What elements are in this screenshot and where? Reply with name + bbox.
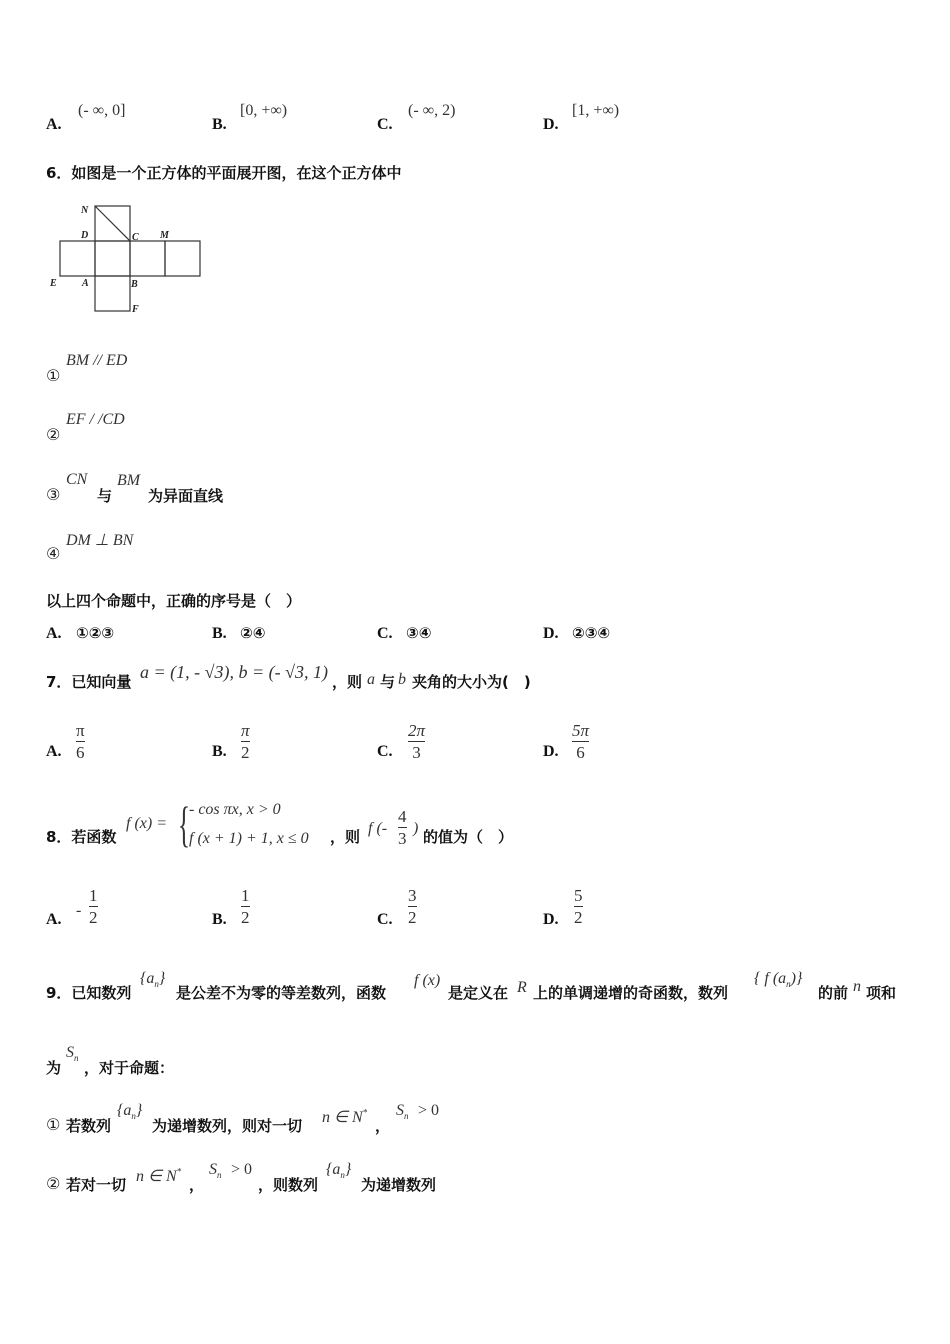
q9-statement-1-comma: ， bbox=[375, 1117, 391, 1135]
q6-statement-2-num: ② bbox=[46, 425, 61, 444]
q9-statement-1-Sn: $S_n$ bbox=[396, 1102, 409, 1122]
q8-option-c-fraction: 3 2 bbox=[408, 886, 417, 927]
q9-statement-2-f: ，则数列 bbox=[258, 1176, 319, 1194]
label-d: D bbox=[81, 230, 89, 241]
q7-option-c-label: C. bbox=[377, 743, 393, 760]
label-b: B bbox=[131, 279, 138, 290]
label-e: E bbox=[50, 278, 57, 289]
q9-statement-2-Sn: $S_n$ bbox=[209, 1161, 222, 1181]
q6-statement-3-tail: 为异面直线 bbox=[148, 487, 224, 505]
q6-option-b-value: ②④ bbox=[240, 624, 266, 642]
q9-text-6: 项和 bbox=[866, 984, 897, 1002]
label-n: N bbox=[81, 205, 89, 216]
q6-option-c-value: ③④ bbox=[406, 624, 432, 642]
q9-fan: { f $(a_n)$} bbox=[754, 970, 803, 990]
q8-case-1: - cos πx, x > 0 bbox=[189, 801, 281, 818]
q7-suffix: 夹角的大小为( ) bbox=[412, 673, 531, 691]
q6-option-d-value: ②③④ bbox=[572, 624, 611, 642]
q9-text-5: 的前 bbox=[818, 984, 849, 1002]
q9-statement-2-num: ② bbox=[46, 1174, 61, 1193]
label-f: F bbox=[132, 304, 139, 315]
q5-option-a-value: (- ∞, 0] bbox=[78, 102, 126, 119]
q9-R: R bbox=[517, 979, 527, 996]
q7-mid1: ，则 bbox=[332, 673, 363, 691]
q9-statement-2-gt0: > 0 bbox=[231, 1161, 253, 1178]
q6-statement-4-math: DM ⊥ BN bbox=[66, 532, 134, 549]
q6-option-a-value: ①②③ bbox=[76, 624, 115, 642]
label-m: M bbox=[160, 230, 169, 241]
q8-option-b-fraction: 1 2 bbox=[241, 886, 250, 927]
q9-statement-2-an: $\{a_n\}$ bbox=[326, 1161, 352, 1181]
q8-option-d-label: D. bbox=[543, 911, 559, 928]
q5-option-b-label: B. bbox=[212, 116, 227, 133]
q9-an: $\{a_n\}$ bbox=[140, 970, 166, 990]
q9-Sn: $S_n$ bbox=[66, 1044, 79, 1064]
q6-option-b-label: B. bbox=[212, 625, 227, 642]
label-c: C bbox=[132, 232, 139, 243]
q9-text-3: 是定义在 bbox=[448, 984, 509, 1002]
q9-text-2: 是公差不为零的等差数列，函数 bbox=[176, 984, 387, 1002]
q5-option-c-label: C. bbox=[377, 116, 393, 133]
q6-statement-3-num: ③ bbox=[46, 485, 61, 504]
q9-statement-1-gt0: > 0 bbox=[418, 1102, 440, 1119]
q6-statement-4-num: ④ bbox=[46, 544, 61, 563]
q8-option-c-label: C. bbox=[377, 911, 393, 928]
q7-mid2: 与 bbox=[380, 673, 396, 691]
q9-statement-1-n-in-N: n ∈ N* bbox=[322, 1107, 368, 1126]
q9-statement-2-comma: ， bbox=[189, 1176, 205, 1194]
q9-text-7: 为 bbox=[46, 1059, 62, 1077]
q8-option-a-fraction: 1 2 bbox=[89, 886, 98, 927]
q8-suffix: 的值为（ ） bbox=[423, 828, 514, 846]
q8-arg-prefix: f (- bbox=[368, 820, 388, 837]
q7-option-d-fraction: 5π 6 bbox=[572, 721, 590, 762]
q9-text-8: ，对于命题： bbox=[84, 1059, 175, 1077]
q9-statement-1-a: 若数列 bbox=[66, 1117, 112, 1135]
q6-statement-3-mid: 与 bbox=[97, 487, 113, 505]
q6-statement-3-math2: BM bbox=[117, 472, 141, 489]
label-a: A bbox=[82, 278, 89, 289]
q6-statement-2-math: EF / /CD bbox=[66, 411, 125, 428]
q8-mid: ，则 bbox=[330, 828, 361, 846]
q6-option-a-label: A. bbox=[46, 625, 62, 642]
q5-option-b-value: [0, +∞) bbox=[240, 102, 288, 119]
q9-statement-1-num: ① bbox=[46, 1115, 61, 1134]
q9-fx: f (x) bbox=[414, 972, 441, 989]
q6-statement-3-math: CN bbox=[66, 471, 88, 488]
q7-option-b-label: B. bbox=[212, 743, 227, 760]
q8-prefix: 8．若函数 bbox=[46, 828, 117, 846]
q6-statement-1-num: ① bbox=[46, 366, 61, 385]
q6-option-c-label: C. bbox=[377, 625, 393, 642]
q9-statement-1-an: $\{a_n\}$ bbox=[117, 1102, 143, 1122]
q9-statement-2-n-in-N: n ∈ N* bbox=[136, 1166, 182, 1185]
q9-statement-1-b: 为递增数列，则对一切 bbox=[152, 1117, 303, 1135]
q8-case-2: f (x + 1) + 1, x ≤ 0 bbox=[189, 830, 309, 847]
q8-fx: f (x) = bbox=[126, 815, 167, 832]
q9-statement-2-a: 若对一切 bbox=[66, 1176, 127, 1194]
q6-option-d-label: D. bbox=[543, 625, 559, 642]
q7-b: b bbox=[398, 671, 406, 688]
q7-option-a-fraction: π 6 bbox=[76, 721, 85, 762]
q7-option-c-fraction: 2π 3 bbox=[408, 721, 426, 762]
q7-prefix: 7．已知向量 bbox=[46, 673, 132, 691]
q5-option-d-value: [1, +∞) bbox=[572, 102, 620, 119]
q6-statement-1-math: BM // ED bbox=[66, 352, 128, 369]
q8-brace: { bbox=[178, 796, 190, 852]
q7-option-b-fraction: π 2 bbox=[241, 721, 250, 762]
q6-stem: 6．如图是一个正方体的平面展开图，在这个正方体中 bbox=[46, 164, 402, 182]
q8-arg-suffix: ) bbox=[413, 820, 419, 837]
q7-option-d-label: D. bbox=[543, 743, 559, 760]
q7-vectors: a = (1, - √3), b = (- √3, 1) bbox=[140, 662, 329, 682]
q5-option-a-label: A. bbox=[46, 116, 62, 133]
q9-text-1: 9．已知数列 bbox=[46, 984, 132, 1002]
q8-arg-fraction: 4 3 bbox=[398, 807, 407, 848]
q9-n: n bbox=[853, 978, 861, 995]
q6-question: 以上四个命题中，正确的序号是（ ） bbox=[46, 592, 302, 610]
q7-a: a bbox=[367, 671, 375, 688]
q8-option-a-sign: - bbox=[76, 902, 82, 919]
q8-option-a-label: A. bbox=[46, 911, 62, 928]
q9-text-4: 上的单调递增的奇函数，数列 bbox=[533, 984, 729, 1002]
cube-net-figure bbox=[46, 200, 216, 318]
q5-option-d-label: D. bbox=[543, 116, 559, 133]
q8-option-d-fraction: 5 2 bbox=[574, 886, 583, 927]
q7-option-a-label: A. bbox=[46, 743, 62, 760]
q9-statement-2-g: 为递增数列 bbox=[361, 1176, 437, 1194]
q8-option-b-label: B. bbox=[212, 911, 227, 928]
q5-option-c-value: (- ∞, 2) bbox=[408, 102, 456, 119]
